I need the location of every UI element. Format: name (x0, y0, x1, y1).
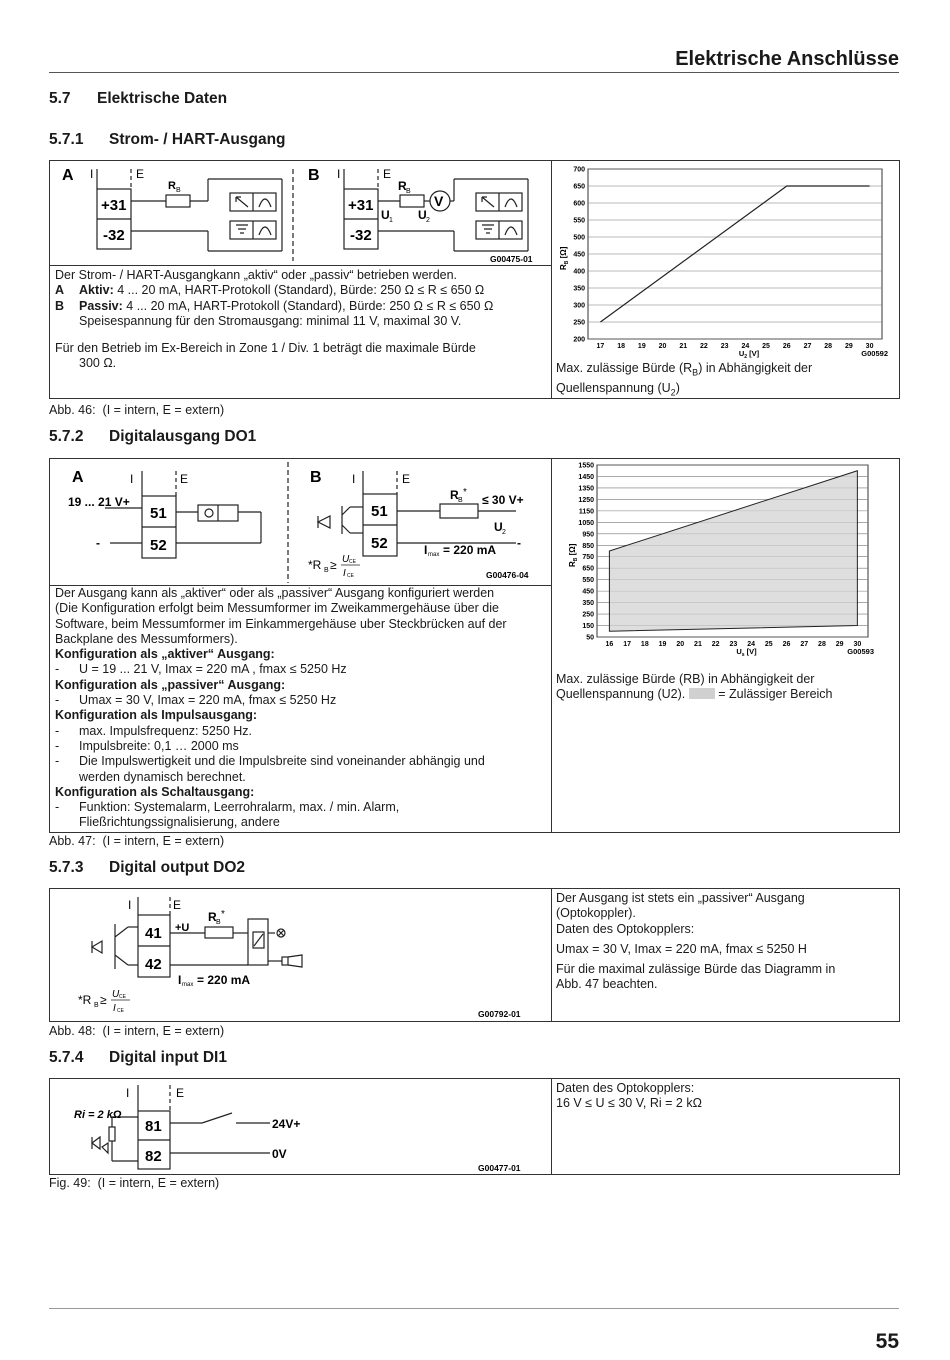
y-tick-label: 950 (582, 531, 594, 539)
y-tick-label: 50 (586, 634, 594, 642)
svg-text:+31: +31 (101, 197, 127, 214)
x-tick-label: 19 (658, 641, 667, 648)
x-tick-label: 17 (623, 641, 632, 648)
x-tick-label: 16 (605, 641, 614, 648)
svg-text:max: max (182, 982, 194, 988)
permitted-range-swatch (689, 688, 715, 699)
y-tick-label: 250 (582, 611, 594, 619)
svg-text:B: B (94, 1002, 99, 1009)
subsection-heading-574: 5.7.4 Digital input DI1 (49, 1049, 227, 1066)
svg-text:-: - (96, 536, 100, 550)
x-tick-label: 25 (764, 641, 773, 648)
svg-text:52: 52 (371, 535, 388, 552)
svg-text:E: E (383, 167, 392, 181)
x-tick-label: 26 (782, 641, 791, 648)
svg-text:B: B (406, 188, 411, 195)
y-tick-label: 550 (573, 217, 585, 225)
svg-text:2: 2 (502, 529, 506, 536)
digital-output-do1-description: Der Ausgang kann als „aktiver“ oder als „passiver“ Ausgang konfiguriert werden (Die Konfiguration erfolgt beim Messumformer im Zweikammergehäuse über die Software, beim Messumformer im Einkammergehäuse uber Steckbrücken auf der Backplane des Messumformers). Konfiguration als „aktiver“ Ausgang: - U = 19 ... 21 V, Imax = 220 mA , fmax ≤ 5250 Hz Konfiguration als „passiver“ Ausgang: - Umax = 30 V, Imax = 220 mA, fmax ≤ 5250 Hz Konfiguration als Impulsausgang: - max. Impulsfrequenz: 5250 Hz. - Impulsbreite: 0,1 … 2000 ms - Die Impulswertigkeit und die Impulsbreite sind voneinander abhängig und werden dynamisch berechnet. Konfiguration als Schaltausgang: - Funktion: Systemalarm, Leerrohralarm, max. / min. Alarm, Fließrichtungssignalisierung, andere (55, 586, 507, 830)
y-tick-label: 1050 (578, 519, 594, 527)
svg-text:1: 1 (389, 217, 393, 224)
y-tick-label: 1150 (578, 508, 594, 516)
y-tick-label: 400 (573, 268, 585, 276)
svg-text:I: I (113, 1003, 116, 1014)
svg-text:B: B (324, 567, 329, 574)
y-tick-label: 300 (573, 302, 585, 310)
svg-text:41: 41 (145, 925, 162, 942)
y-tick-label: 1550 (578, 462, 594, 470)
x-tick-label: 21 (694, 641, 702, 648)
y-axis-label: $R_B$ [Ω] (568, 543, 579, 567)
svg-text:E: E (136, 167, 145, 181)
svg-text:*: * (221, 909, 225, 920)
svg-text:-32: -32 (103, 227, 125, 244)
svg-text:≥: ≥ (330, 558, 337, 572)
y-tick-label: 1350 (578, 485, 594, 493)
svg-text:B: B (310, 469, 322, 486)
y-tick-label: 450 (573, 251, 585, 259)
svg-text:51: 51 (371, 503, 388, 520)
svg-text:≥: ≥ (100, 993, 107, 1007)
x-axis-label: $U_2$ [V] (738, 349, 760, 359)
digital-output-do1-wiring-diagram (50, 459, 550, 585)
x-tick-label: 22 (711, 641, 720, 648)
svg-text:24V+: 24V+ (272, 1117, 301, 1131)
svg-text:I: I (126, 1086, 130, 1100)
y-tick-label: 350 (582, 600, 594, 608)
x-tick-label: 20 (658, 343, 667, 350)
svg-text:U: U (381, 208, 390, 222)
x-tick-label: 27 (800, 641, 809, 648)
chart-code: G00592 (861, 349, 888, 358)
svg-text:E: E (173, 898, 182, 912)
svg-text:82: 82 (145, 1148, 162, 1165)
svg-text:+U: +U (175, 922, 190, 934)
y-tick-label: 700 (573, 166, 585, 174)
y-tick-label: 150 (582, 623, 594, 631)
x-tick-label: 22 (700, 343, 708, 350)
section-heading: 5.7 Elektrische Daten (49, 90, 228, 107)
table-571 (49, 160, 900, 399)
x-tick-label: 25 (762, 343, 770, 350)
y-tick-label: 750 (582, 554, 594, 562)
svg-text:+31: +31 (348, 197, 374, 214)
chart-burden-vs-voltage-current-output (552, 161, 900, 359)
svg-text:19 ... 21 V+: 19 ... 21 V+ (68, 495, 130, 509)
x-tick-label: 24 (741, 343, 750, 350)
svg-text:E: E (176, 1086, 185, 1100)
page-number: 55 (875, 1330, 899, 1353)
svg-text:≤ 30 V+: ≤ 30 V+ (482, 493, 524, 507)
svg-text:-: - (517, 536, 521, 550)
x-tick-label: 17 (596, 343, 605, 350)
svg-text:U: U (342, 554, 350, 565)
x-tick-label: 18 (640, 641, 649, 648)
x-tick-label: 21 (679, 343, 688, 350)
header-rule (49, 72, 899, 73)
svg-text:I: I (130, 472, 134, 486)
svg-text:max: max (428, 552, 440, 558)
y-tick-label: 550 (582, 577, 594, 585)
svg-text:CE: CE (349, 559, 356, 565)
page-header-title: Elektrische Anschlüsse (675, 48, 899, 70)
y-tick-label: 850 (582, 542, 594, 550)
svg-text:R: R (450, 488, 459, 502)
svg-text:I: I (128, 898, 132, 912)
svg-text:I: I (337, 167, 341, 181)
svg-text:-32: -32 (350, 227, 372, 244)
digital-output-do2-wiring-diagram (50, 889, 550, 1021)
chart-burden-vs-voltage-do1 (552, 459, 900, 663)
svg-text:= 220 mA: = 220 mA (197, 973, 251, 987)
x-tick-label: 24 (747, 641, 755, 648)
svg-text:V: V (434, 193, 444, 209)
permitted-area (609, 471, 857, 632)
footer-rule (49, 1308, 899, 1309)
y-tick-label: 650 (582, 565, 594, 573)
svg-text:A: A (62, 167, 74, 184)
y-tick-label: 200 (573, 336, 585, 344)
x-tick-label: 20 (676, 641, 685, 648)
table-573 (49, 888, 900, 1022)
svg-text:= 220 mA: = 220 mA (443, 543, 497, 557)
current-output-description: Der Strom- / HART-Ausgangkann „aktiv“ oder „passiv“ betrieben werden. A Aktiv: 4 ... 20 mA, HART-Protokoll (Standard), Bürde: 250 Ω ≤ R ≤ 650 Ω B Passiv: 4 ... 20 mA, HART-Protokoll (Standard), Bürde: 250 Ω ≤ R ≤ 650 Ω Speisespannung für den Stromausgang: minimal 11 V, maximal 30 V. Für den Betrieb im Ex-Bereich in Zone 1 / Div. 1 beträgt die maximale Bürde 300 Ω. (55, 268, 494, 371)
svg-text:E: E (180, 472, 189, 486)
table-574 (49, 1078, 900, 1175)
figure-caption-48: Abb. 48: (I = intern, E = extern) (49, 1024, 225, 1038)
svg-text:*: * (463, 487, 467, 498)
y-tick-label: 1450 (578, 473, 594, 481)
svg-text:G00477-01: G00477-01 (478, 1163, 521, 1173)
y-tick-label: 450 (582, 588, 594, 596)
chart-code: G00593 (847, 647, 874, 656)
svg-text:CE: CE (117, 1008, 124, 1014)
x-axis-label: $U_s$ [V] (736, 647, 757, 658)
svg-text:U: U (418, 208, 427, 222)
figure-caption-47: Abb. 47: (I = intern, E = extern) (49, 834, 225, 848)
y-tick-label: 600 (573, 200, 585, 208)
svg-text:81: 81 (145, 1118, 162, 1135)
digital-output-do2-description: Der Ausgang ist stets ein „passiver“ Ausgang (Optokoppler). Daten des Optokopplers: Umax = 30 V, Imax = 220 mA, fmax ≤ 5250 H Für die maximal zulässige Bürde das Diagramm in Abb. 47 beachten. (556, 891, 836, 992)
x-tick-label: 30 (865, 343, 874, 350)
digital-input-di1-description: Daten des Optokopplers: 16 V ≤ U ≤ 30 V, Ri = 2 kΩ (556, 1081, 702, 1111)
subsection-heading-571: 5.7.1 Strom- / HART-Ausgang (49, 131, 286, 148)
y-tick-label: 650 (573, 183, 585, 191)
x-tick-label: 26 (782, 343, 791, 350)
x-tick-label: 18 (617, 343, 626, 350)
svg-text:42: 42 (145, 956, 162, 973)
digital-input-di1-wiring-diagram (50, 1079, 550, 1174)
chart1-caption: Max. zulässige Bürde $(R_B)$ in Abhängigkeit der Quellenspannung $(U_2)$ (556, 361, 813, 398)
svg-text:G00476-04: G00476-04 (486, 570, 529, 580)
svg-text:Ri = 2 kΩ: Ri = 2 kΩ (74, 1109, 122, 1121)
y-tick-label: 350 (573, 285, 585, 293)
svg-text:R: R (208, 910, 217, 924)
svg-text:G00475-01: G00475-01 (490, 254, 533, 264)
svg-text:I: I (352, 472, 356, 486)
y-tick-label: 250 (573, 319, 585, 327)
svg-text:I: I (424, 543, 428, 557)
svg-text:*R: *R (308, 558, 322, 572)
y-tick-label: 500 (573, 234, 585, 242)
figure-caption-46: Abb. 46: (I = intern, E = extern) (49, 403, 225, 417)
svg-text:U: U (112, 989, 120, 1000)
x-tick-label: 27 (803, 343, 812, 350)
svg-text:0V: 0V (272, 1147, 287, 1161)
svg-text:I: I (90, 167, 94, 181)
svg-text:51: 51 (150, 505, 167, 522)
x-tick-label: 23 (729, 641, 738, 648)
chart2-caption: Max. zulässige Bürde (RB) in Abhängigkeit der Quellenspannung (U2). = Zulässiger Bereich (556, 672, 833, 702)
x-tick-label: 19 (637, 343, 646, 350)
y-tick-label: 1250 (578, 496, 594, 504)
y-axis-label: $R_B$ [Ω] (559, 246, 570, 270)
svg-text:CE: CE (347, 573, 354, 579)
svg-text:B: B (458, 497, 463, 504)
svg-text:52: 52 (150, 537, 167, 554)
subsection-heading-573: 5.7.3 Digital output DO2 (49, 859, 246, 876)
x-tick-label: 23 (720, 343, 729, 350)
subsection-heading-572: 5.7.2 Digitalausgang DO1 (49, 428, 257, 445)
svg-text:G00792-01: G00792-01 (478, 1009, 521, 1019)
svg-text:I: I (343, 568, 346, 579)
svg-text:B: B (176, 187, 181, 194)
x-tick-label: 28 (824, 343, 833, 350)
svg-text:I: I (178, 973, 182, 987)
table-572 (49, 458, 900, 833)
svg-text:*R: *R (78, 993, 92, 1007)
x-tick-label: 29 (835, 641, 844, 648)
x-tick-label: 30 (853, 641, 862, 648)
svg-text:B: B (216, 919, 221, 926)
figure-caption-49: Fig. 49: (I = intern, E = extern) (49, 1176, 220, 1190)
svg-text:E: E (402, 472, 411, 486)
x-tick-label: 28 (818, 641, 826, 648)
current-output-wiring-diagram (50, 161, 550, 265)
svg-text:CE: CE (119, 994, 126, 1000)
svg-text:R: R (398, 179, 407, 193)
svg-text:R: R (168, 180, 176, 192)
svg-text:U: U (494, 520, 503, 534)
svg-text:2: 2 (426, 217, 430, 224)
svg-text:B: B (308, 167, 320, 184)
x-tick-label: 29 (844, 343, 853, 350)
svg-text:A: A (72, 469, 84, 486)
